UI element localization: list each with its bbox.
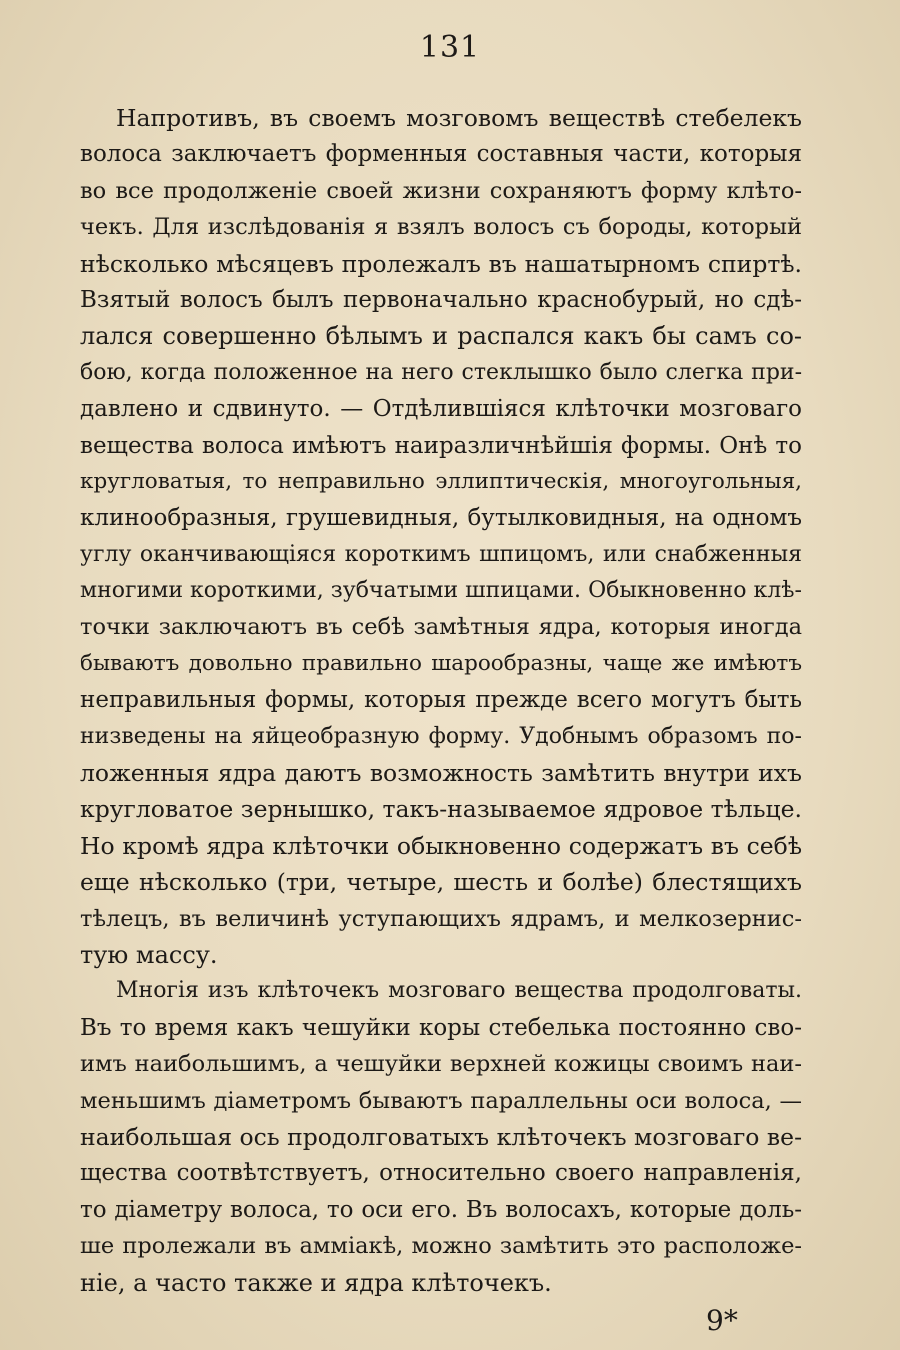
text-line: тую массу. (80, 940, 218, 969)
text-line: бываютъ довольно правильно шарообразны, чаще же имѣютъ (80, 650, 802, 676)
text-line: ше пролежали въ амміакѣ, можно замѣтить это расположе- (80, 1233, 802, 1260)
text-line: неправильныя формы, которыя прежде всего могутъ быть (80, 687, 802, 714)
text-line: имъ наибольшимъ, а чешуйки верхней кожицы своимъ наи- (80, 1051, 802, 1078)
text-line: наибольшая ось продолговатыхъ клѣточекъ мозговаго ве- (80, 1122, 802, 1151)
text-line: во все продолженіе своей жизни сохраняютъ форму клѣто- (80, 177, 802, 204)
paragraph-2 (80, 973, 802, 1301)
text-line: углу оканчивающіяся короткимъ шпицомъ, или снабженныя (80, 541, 802, 567)
page-number: 131 (419, 30, 481, 65)
text-line: ложенныя ядра даютъ возможность замѣтить внутри ихъ (80, 759, 802, 788)
text-line: чекъ. Для изслѣдованія я взялъ волосъ съ бороды, который (80, 214, 802, 241)
text-line: точки заключаютъ въ себѣ замѣтныя ядра, которыя иногда (80, 614, 802, 641)
text-line: меньшимъ діаметромъ бываютъ параллельны оси волоса, — (80, 1087, 802, 1114)
text-line: вещества волоса имѣютъ наиразличнѣйшія формы. Онѣ то (80, 432, 802, 459)
text-line: тѣлецъ, въ величинѣ уступающихъ ядрамъ, и мелкозернис- (80, 905, 802, 932)
text-line: то діаметру волоса, то оси его. Въ волосахъ, которые доль- (80, 1196, 802, 1223)
text-line: низведены на яйцеобразную форму. Удобнымъ образомъ по- (80, 723, 802, 749)
text-line: лался совершенно бѣлымъ и распался какъ бы самъ со- (80, 322, 802, 351)
text-line: Но кромѣ ядра клѣточки обыкновенно содержатъ въ себѣ (80, 831, 802, 860)
text-line: кругловатыя, то неправильно эллиптическія, многоугольныя, (80, 468, 802, 494)
paragraph-1 (80, 100, 802, 973)
signature-mark: 9* (706, 1304, 738, 1337)
text-line: ніе, а часто также и ядра клѣточекъ. (80, 1268, 552, 1297)
text-line: Взятый волосъ былъ первоначально краснобурый, но сдѣ- (80, 286, 802, 313)
text-line: клинообразныя, грушевидныя, бутылковидныя, на одномъ (80, 505, 802, 532)
text-line: Напротивъ, въ своемъ мозговомъ веществѣ стебелекъ (116, 104, 802, 132)
text-line: щества соотвѣтствуетъ, относительно своего направленія, (80, 1160, 802, 1187)
text-line: еще нѣсколько (три, четыре, шесть и болѣе) блестящихъ (80, 868, 802, 897)
text-line: нѣсколько мѣсяцевъ пролежалъ въ нашатырномъ спиртѣ. (80, 249, 802, 278)
text-line: бою, когда положенное на него стеклышко было слегка при- (80, 359, 802, 385)
text-line: давлено и сдвинуто. — Отдѣлившіяся клѣточки мозговаго (80, 396, 802, 423)
text-block (80, 100, 802, 1301)
text-line: волоса заключаетъ форменныя составныя части, которыя (80, 141, 802, 168)
text-line: Въ то время какъ чешуйки коры стебелька постоянно сво- (80, 1014, 802, 1041)
text-line: Многія изъ клѣточекъ мозговаго вещества продолговаты. (116, 978, 802, 1004)
text-line: многими короткими, зубчатыми шпицами. Обыкновенно клѣ- (80, 578, 802, 604)
text-line: кругловатое зернышко, такъ-называемое ядровое тѣльце. (80, 795, 802, 824)
